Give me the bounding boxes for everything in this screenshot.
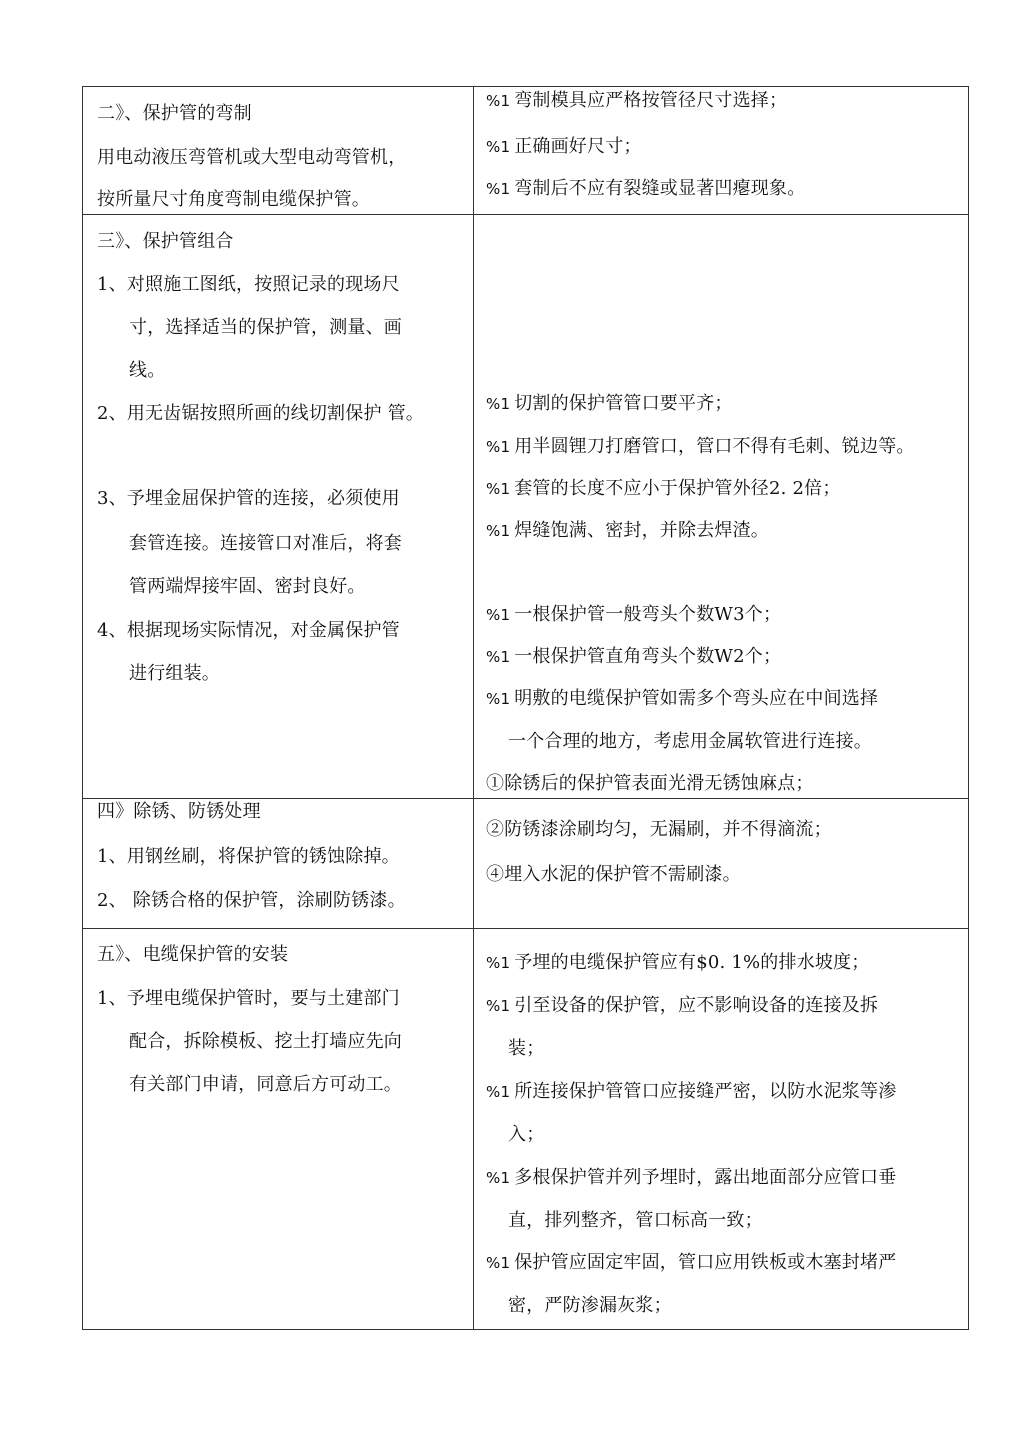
bullet-marker: %1 [486, 138, 511, 156]
requirement-line: %1 多根保护管并列予埋时，露出地面部分应管口垂 [486, 1167, 897, 1188]
bullet-marker: %1 [486, 480, 511, 498]
bullet-marker: %1 [486, 92, 511, 110]
procedure-line: 套管连接。连接管口对准后，将套 [129, 533, 402, 554]
table-row [83, 799, 969, 929]
requirement-line: ①除锈后的保护管表面光滑无锈蚀麻点； [486, 773, 814, 794]
construction-spec-table [82, 86, 969, 1330]
requirement-line: %1 一根保护管直角弯头个数W2个； [486, 646, 782, 667]
procedure-line: 管两端焊接牢固、密封良好。 [129, 576, 366, 597]
bullet-marker: %1 [486, 648, 511, 666]
table-row [83, 215, 969, 799]
bullet-marker: %1 [486, 606, 511, 624]
procedure-line: 3、予埋金屈保护管的连接，必须使用 [97, 488, 400, 509]
requirement-line: %1 明敷的电缆保护管如需多个弯头应在中间选择 [486, 688, 879, 709]
section-heading: 三》、保护管组合 [97, 231, 234, 252]
bullet-marker: %1 [486, 1169, 511, 1187]
procedure-cell [83, 799, 474, 929]
procedure-line: 1、予埋电缆保护管时，要与土建部门 [97, 988, 400, 1009]
requirement-line: 入； [508, 1124, 545, 1145]
requirement-line: %1 套管的长度不应小于保护管外径2. 2倍； [486, 478, 841, 499]
procedure-line: 配合，拆除模板、挖土打墙应先向 [129, 1031, 402, 1052]
bullet-marker: %1 [486, 438, 511, 456]
procedure-line: 2、用无齿锯按照所画的线切割保护 管。 [97, 403, 424, 424]
requirement-line: %1 一根保护管一般弯头个数W3个； [486, 604, 782, 625]
procedure-line: 线。 [129, 360, 166, 381]
procedure-line: 按所量尺寸角度弯制电缆保护管。 [97, 189, 370, 210]
bullet-marker: %1 [486, 690, 511, 708]
requirement-line: %1 焊缝饱满、密封，并除去焊渣。 [486, 520, 770, 541]
requirement-line: 直，排列整齐，管口标高一致； [508, 1210, 763, 1231]
bullet-marker: %1 [486, 180, 511, 198]
section-heading: 五》、电缆保护管的安装 [97, 944, 289, 965]
procedure-line: 有关部门申请，同意后方可动工。 [129, 1074, 402, 1095]
requirement-cell [474, 215, 969, 799]
table-row [83, 87, 969, 215]
bullet-marker: %1 [486, 954, 511, 972]
requirement-line: %1 保护管应固定牢固，管口应用铁板或木塞封堵严 [486, 1252, 897, 1273]
section-heading: 四》除锈、防锈处理 [97, 801, 261, 822]
procedure-line: 4、根据现场实际情况，对金属保护管 [97, 620, 400, 641]
bullet-marker: %1 [486, 1254, 511, 1272]
table-row [83, 929, 969, 1330]
requirement-line: %1 弯制后不应有裂缝或显著凹瘪现象。 [486, 178, 806, 199]
requirement-line: ④埋入水泥的保护管不需刷漆。 [486, 864, 741, 885]
procedure-line: 寸，选择适当的保护管，测量、画 [129, 317, 402, 338]
bullet-marker: %1 [486, 395, 511, 413]
requirement-line: %1 正确画好尺寸； [486, 136, 642, 157]
bullet-marker: %1 [486, 522, 511, 540]
requirement-cell [474, 929, 969, 1330]
requirement-line: 装； [508, 1038, 545, 1059]
procedure-cell [83, 87, 474, 215]
procedure-cell [83, 929, 474, 1330]
requirement-line: %1 予埋的电缆保护管应有$0. 1%的排水坡度； [486, 952, 870, 973]
procedure-line: 1、对照施工图纸，按照记录的现场尺 [97, 274, 400, 295]
section-heading: 二》、保护管的弯制 [97, 103, 252, 124]
requirement-line: %1 引至设备的保护管，应不影响设备的连接及拆 [486, 995, 879, 1016]
procedure-line: 1、用钢丝刷，将保护管的锈蚀除掉。 [97, 846, 400, 867]
procedure-line: 进行组装。 [129, 663, 220, 684]
requirement-line: 一个合理的地方，考虑用金属软管进行连接。 [508, 731, 872, 752]
bullet-marker: %1 [486, 1083, 511, 1101]
requirement-line: 密，严防渗漏灰浆； [508, 1295, 672, 1316]
requirement-line: %1 用半圆锂刀打磨管口，管口不得有毛刺、锐边等。 [486, 436, 915, 457]
requirement-cell [474, 799, 969, 929]
requirement-cell [474, 87, 969, 215]
requirement-line: ②防锈漆涂刷均匀，无漏刷，并不得滴流； [486, 819, 832, 840]
requirement-line: %1 弯制模具应严格按管径尺寸选择； [486, 90, 788, 111]
procedure-cell [83, 215, 474, 799]
procedure-line: 2、 除锈合格的保护管，涂刷防锈漆。 [97, 890, 406, 911]
requirement-line: %1 切割的保护管管口要平齐； [486, 393, 733, 414]
procedure-line: 用电动液压弯管机或大型电动弯管机， [97, 147, 407, 168]
requirement-line: %1 所连接保护管管口应接缝严密，以防水泥浆等渗 [486, 1081, 897, 1102]
bullet-marker: %1 [486, 997, 511, 1015]
